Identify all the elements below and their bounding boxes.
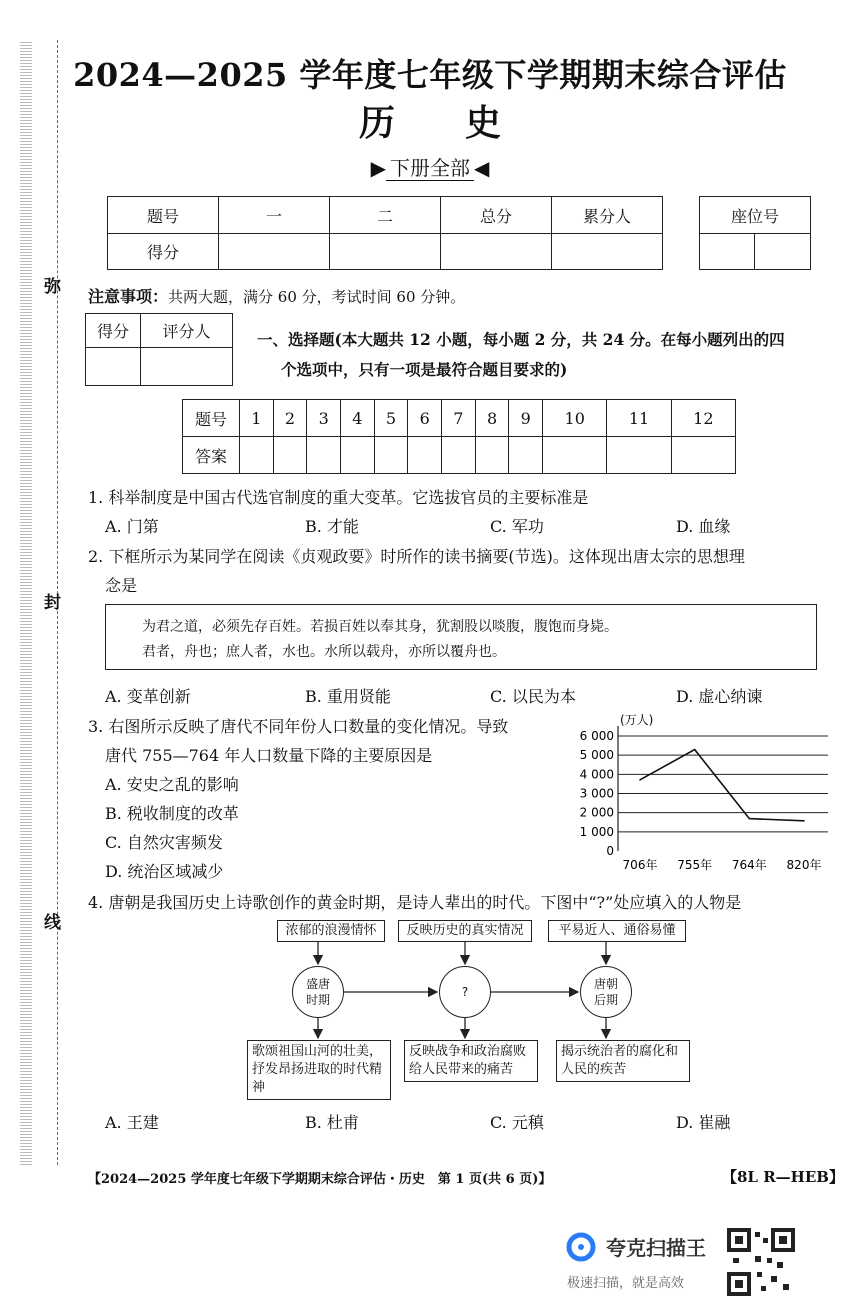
section1-title: [257, 325, 837, 385]
section1-title-line1: 一、选择题(本大题共 12 小题，每小题 2 分，共 24 分。在每小题列出的四: [257, 330, 785, 349]
answer-cell-1[interactable]: [240, 437, 274, 474]
chart-unit-label: (万人): [620, 713, 654, 727]
q4-option-c[interactable]: C. 元稹: [490, 1113, 544, 1132]
answer-number-9: 9: [509, 400, 543, 437]
watermark-slogan: 极速扫描，就是高效: [567, 1276, 685, 1291]
answer-cell-2[interactable]: [273, 437, 307, 474]
answer-row-label: 题号: [183, 400, 240, 437]
answer-cell-11[interactable]: [607, 437, 671, 474]
scope-label: ▶ 下册全部 ◀: [370, 156, 490, 180]
chart-y-tick-label: 1 000: [579, 824, 614, 839]
flow-top-box-1: 浓郁的浪漫情怀: [277, 920, 385, 942]
answer-cell-6[interactable]: [408, 437, 442, 474]
chart-y-tick-label: 2 000: [579, 805, 614, 820]
q2-option-a[interactable]: A. 变革创新: [105, 687, 191, 706]
q2-option-c[interactable]: C. 以民为本: [490, 687, 576, 706]
chart-x-tick-label: 706年: [622, 858, 658, 872]
grader-cell[interactable]: [86, 348, 141, 386]
q3-option-b[interactable]: B. 税收制度的改革: [105, 804, 239, 823]
flow-top-box-2: 反映历史的真实情况: [398, 920, 532, 942]
grader-name-label: 评分人: [141, 314, 233, 348]
seat-cell[interactable]: [700, 234, 755, 270]
watermark-app-name: 夸克扫描王: [606, 1236, 706, 1260]
chart-data-point: [639, 779, 641, 781]
q4-option-d[interactable]: D. 崔融: [676, 1113, 731, 1132]
question-2-stem-line2: 念是: [105, 576, 138, 595]
chart-y-tick-label: 0: [606, 844, 614, 858]
chart-x-tick-label: 764年: [731, 858, 767, 872]
answer-row-label: 答案: [183, 437, 240, 474]
score-header: 累分人: [552, 197, 663, 234]
answer-number-8: 8: [475, 400, 509, 437]
score-header: 总分: [441, 197, 552, 234]
answer-number-11: 11: [607, 400, 671, 437]
answer-cell-5[interactable]: [374, 437, 408, 474]
population-line-chart: [570, 708, 845, 873]
answer-number-12: 12: [671, 400, 735, 437]
score-header: 二: [330, 197, 441, 234]
chart-series-line: [640, 750, 804, 821]
flow-circle-unknown: ?: [439, 966, 491, 1018]
notice: [88, 284, 465, 307]
flow-bottom-box-3: 揭示统治者的腐化和人民的疾苦: [556, 1040, 690, 1082]
seat-label: 座位号: [700, 197, 811, 234]
q1-option-d[interactable]: D. 血缘: [676, 517, 731, 536]
quote-box: [105, 604, 817, 670]
answer-cell-9[interactable]: [509, 437, 543, 474]
question-3-stem-line1: 3. 右图所示反映了唐代不同年份人口数量的变化情况。导致: [88, 717, 509, 736]
chart-y-tick-label: 3 000: [579, 786, 614, 801]
seal-char-feng: 封: [44, 593, 61, 613]
chart-data-point: [749, 818, 751, 820]
score-table: [107, 196, 663, 270]
answer-cell-4[interactable]: [341, 437, 375, 474]
q2-option-b[interactable]: B. 重用贤能: [305, 687, 391, 706]
quote-line-2: 君者，舟也；庶人者，水也。水所以载舟，亦所以覆舟也。: [142, 644, 506, 660]
quote-line-1: 为君之道，必须先存百姓。若损百姓以奉其身，犹割股以啖腹，腹饱而身毙。: [142, 619, 618, 635]
q3-option-c[interactable]: C. 自然灾害频发: [105, 833, 223, 852]
q3-option-a[interactable]: A. 安史之乱的影响: [105, 775, 239, 794]
grader-table: [85, 313, 233, 386]
chart-data-point: [803, 820, 805, 822]
answer-cell-8[interactable]: [475, 437, 509, 474]
answer-cell-10[interactable]: [543, 437, 607, 474]
q4-option-a[interactable]: A. 王建: [105, 1113, 159, 1132]
score-header: 题号: [108, 197, 219, 234]
scope-text: 下册全部: [386, 156, 474, 181]
answer-number-1: 1: [240, 400, 274, 437]
q1-option-a[interactable]: A. 门第: [105, 517, 159, 536]
grader-cell[interactable]: [141, 348, 233, 386]
score-header: 一: [219, 197, 330, 234]
answer-cell-3[interactable]: [307, 437, 341, 474]
q3-option-d[interactable]: D. 统治区域减少: [105, 862, 224, 881]
chart-y-tick-label: 6 000: [579, 729, 614, 743]
q1-option-b[interactable]: B. 才能: [305, 517, 359, 536]
answer-number-10: 10: [543, 400, 607, 437]
notice-text: 共两大题，满分 60 分，考试时间 60 分钟。: [168, 288, 466, 306]
question-1-stem: 1. 科举制度是中国古代选官制度的重大变革。它选拔官员的主要标准是: [88, 488, 589, 507]
flow-bottom-box-1: 歌颂祖国山河的壮美，抒发昂扬进取的时代精神: [247, 1040, 391, 1100]
chart-y-tick-label: 5 000: [579, 748, 614, 763]
seal-char-xian: 线: [44, 913, 61, 933]
answer-cell-12[interactable]: [671, 437, 735, 474]
seat-cell[interactable]: [755, 234, 811, 270]
question-3-stem-line2: 唐代 755—764 年人口数量下降的主要原因是: [105, 746, 433, 765]
flow-bottom-box-2: 反映战争和政治腐败给人民带来的痛苦: [404, 1040, 538, 1082]
q2-option-d[interactable]: D. 虚心纳谏: [676, 687, 763, 706]
q1-option-c[interactable]: C. 军功: [490, 517, 544, 536]
exam-code: 【8L R—HEB】: [722, 1168, 844, 1186]
answer-number-5: 5: [374, 400, 408, 437]
scanner-logo-icon: [566, 1232, 596, 1262]
flow-circle-late-tang: 唐朝 后期: [580, 966, 632, 1018]
chart-x-tick-label: 820年: [786, 858, 822, 872]
q4-option-b[interactable]: B. 杜甫: [305, 1113, 359, 1132]
answer-number-2: 2: [273, 400, 307, 437]
score-cell[interactable]: [330, 234, 441, 270]
score-cell[interactable]: [219, 234, 330, 270]
qr-code-icon: [727, 1228, 795, 1296]
binding-margin-stripe: [20, 40, 32, 1165]
page-footer: 【2024—2025 学年度七年级下学期期末综合评估・历史 第 1 页(共 6 页)】: [88, 1172, 552, 1187]
score-cell[interactable]: [552, 234, 663, 270]
subject-title: 历史: [358, 102, 571, 144]
flow-top-box-3: 平易近人、通俗易懂: [548, 920, 686, 942]
answer-table: [182, 399, 736, 474]
chart-x-tick-label: 755年: [677, 858, 713, 872]
notice-label: 注意事项：: [88, 287, 169, 306]
exam-title: 2024—2025 学年度七年级下学期期末综合评估: [73, 56, 787, 94]
answer-number-6: 6: [408, 400, 442, 437]
question-4-stem: 4. 唐朝是我国历史上诗歌创作的黄金时期，是诗人辈出的时代。下图中“?”处应填入的人物是: [88, 893, 742, 912]
answer-number-4: 4: [341, 400, 375, 437]
seal-char-mi: 弥: [44, 277, 61, 297]
flow-circle-high-tang: 盛唐 时期: [292, 966, 344, 1018]
score-cell[interactable]: [441, 234, 552, 270]
score-row-label: 得分: [108, 234, 219, 270]
answer-number-7: 7: [442, 400, 476, 437]
answer-cell-7[interactable]: [442, 437, 476, 474]
answer-number-3: 3: [307, 400, 341, 437]
section1-title-line2: 个选项中，只有一项是最符合题目要求的): [281, 360, 568, 379]
question-2-stem-line1: 2. 下框所示为某同学在阅读《贞观政要》时所作的读书摘要(节选)。这体现出唐太宗的思想理: [88, 547, 745, 566]
chart-y-tick-label: 4 000: [579, 767, 614, 782]
grader-score-label: 得分: [86, 314, 141, 348]
chart-data-point: [694, 749, 696, 751]
seat-table: [699, 196, 811, 270]
